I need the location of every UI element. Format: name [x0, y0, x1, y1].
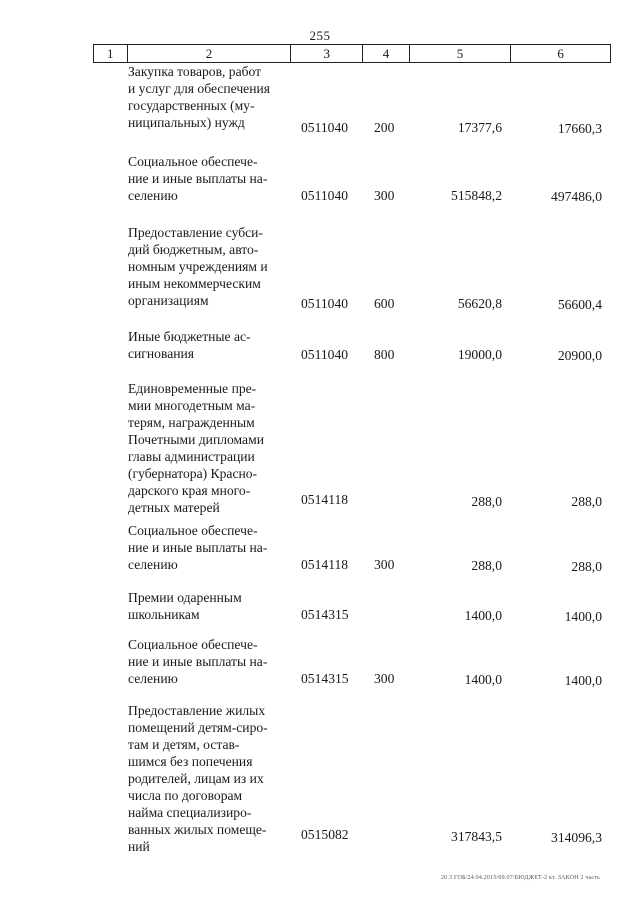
row-value-col5: 515848,2 — [451, 188, 502, 203]
column-header-2: 2 — [127, 45, 291, 63]
row-description: Предоставление субси- дий бюджетным, авто- номным учреждениям и иным некоммерческим организациям — [128, 225, 268, 308]
row-target-code: 0514315 — [301, 671, 349, 686]
row-value-col5: 1400,0 — [464, 608, 502, 623]
column-header-6: 6 — [511, 45, 611, 63]
column-header-table — [93, 44, 611, 63]
row-value-col6: 56600,4 — [557, 297, 602, 312]
row-value-col6: 288,0 — [571, 559, 602, 574]
row-expense-type: 300 — [374, 671, 395, 686]
row-value-col6: 1400,0 — [564, 609, 602, 624]
row-expense-type: 200 — [374, 120, 395, 135]
row-value-col5: 17377,6 — [457, 120, 502, 135]
row-target-code: 0514315 — [301, 607, 349, 622]
column-header-3: 3 — [291, 45, 363, 63]
row-value-col6: 314096,3 — [551, 830, 602, 845]
document-footer-note: 20.3 ГОБ/24.04.2015/09.07/БЮДЖЕТ-2 кт. ЗАКОН 2 часть — [440, 875, 600, 881]
row-target-code: 0515082 — [301, 827, 349, 842]
row-description: Иные бюджетные ас- сигнования — [128, 329, 251, 361]
row-value-col5: 1400,0 — [464, 672, 502, 687]
column-header-row — [94, 45, 611, 63]
row-target-code: 0514118 — [301, 492, 349, 507]
row-description: Социальное обеспече- ние и иные выплаты на- селению — [128, 523, 268, 572]
row-description: Закупка товаров, работ и услуг для обеспечения государственных (му- ниципальных) нужд — [128, 64, 270, 130]
column-header-5: 5 — [409, 45, 511, 63]
row-value-col6: 17660,3 — [557, 121, 602, 136]
row-expense-type: 600 — [374, 296, 395, 311]
row-value-col6: 1400,0 — [564, 673, 602, 688]
row-target-code: 0511040 — [301, 120, 349, 135]
row-value-col5: 288,0 — [471, 494, 502, 509]
row-description: Социальное обеспече- ние и иные выплаты на- селению — [128, 637, 268, 686]
page-number: 255 — [309, 28, 331, 43]
row-value-col5: 317843,5 — [451, 829, 502, 844]
row-description: Предоставление жилых помещений детям-сиро- там и детям, остав- шимся без попечения родителей, лицам из их числа по договорам найма специализиро- ванных жилых помеще- ний — [128, 703, 268, 854]
row-description: Единовременные пре- мии многодетным ма- терям, награжденным Почетными дипломами главы администрации (губернатора) Красно- дарского края много- детных матерей — [128, 381, 264, 515]
column-header-4: 4 — [363, 45, 409, 63]
row-expense-type: 300 — [374, 557, 395, 572]
row-value-col6: 497486,0 — [551, 189, 602, 204]
row-value-col5: 56620,8 — [457, 296, 502, 311]
row-target-code: 0514118 — [301, 557, 349, 572]
row-value-col5: 288,0 — [471, 558, 502, 573]
row-expense-type: 800 — [374, 347, 395, 362]
row-expense-type: 300 — [374, 188, 395, 203]
row-description: Премии одаренным школьникам — [128, 590, 242, 622]
row-value-col5: 19000,0 — [457, 347, 502, 362]
row-target-code: 0511040 — [301, 296, 349, 311]
column-header-1: 1 — [94, 45, 128, 63]
row-target-code: 0511040 — [301, 347, 349, 362]
row-target-code: 0511040 — [301, 188, 349, 203]
row-value-col6: 20900,0 — [557, 348, 602, 363]
row-description: Социальное обеспече- ние и иные выплаты на- селению — [128, 154, 268, 203]
row-value-col6: 288,0 — [571, 494, 602, 509]
